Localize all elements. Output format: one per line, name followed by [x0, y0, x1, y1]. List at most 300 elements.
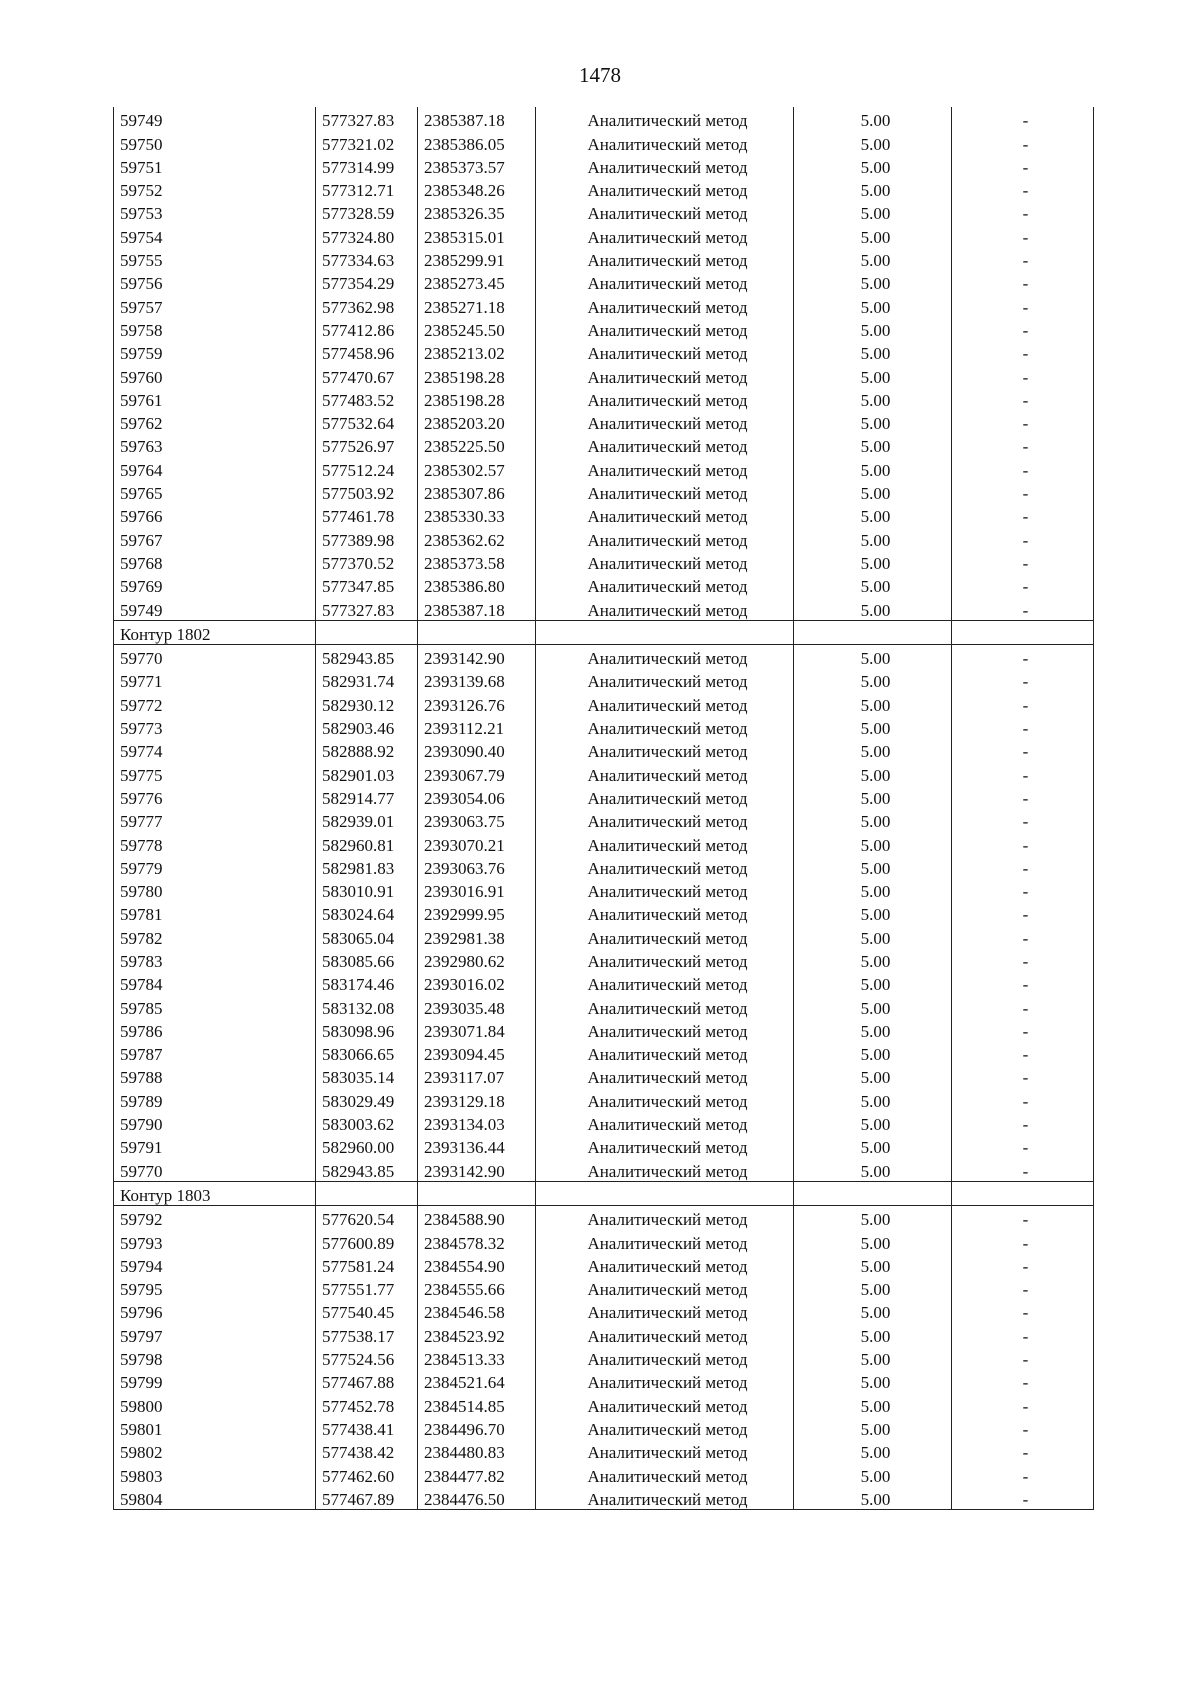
note-cell: -	[952, 1157, 1094, 1181]
y-coordinate-cell: 2385307.86	[418, 480, 536, 503]
accuracy-cell: 5.00	[794, 1299, 952, 1322]
point-number-cell: 59794	[114, 1253, 316, 1276]
note-cell: -	[952, 1041, 1094, 1064]
point-number-cell: 59782	[114, 924, 316, 947]
x-coordinate-cell: 577581.24	[316, 1253, 418, 1276]
y-coordinate-cell: 2384588.90	[418, 1205, 536, 1229]
method-cell: Аналитический метод	[536, 456, 794, 479]
y-coordinate-cell: 2393067.79	[418, 761, 536, 784]
x-coordinate-cell: 577458.96	[316, 340, 418, 363]
note-cell: -	[952, 948, 1094, 971]
table-row	[114, 1087, 1094, 1110]
method-cell: Аналитический метод	[536, 1299, 794, 1322]
method-cell: Аналитический метод	[536, 1486, 794, 1510]
y-coordinate-cell: 2393016.91	[418, 878, 536, 901]
table-row	[114, 223, 1094, 246]
note-cell: -	[952, 1111, 1094, 1134]
x-coordinate-cell: 577327.83	[316, 107, 418, 130]
accuracy-cell: 5.00	[794, 1111, 952, 1134]
accuracy-cell: 5.00	[794, 901, 952, 924]
table-row	[114, 785, 1094, 808]
accuracy-cell: 5.00	[794, 1205, 952, 1229]
y-coordinate-cell: 2384578.32	[418, 1229, 536, 1252]
y-coordinate-cell: 2385198.28	[418, 363, 536, 386]
method-cell: Аналитический метод	[536, 154, 794, 177]
y-coordinate-cell: 2393134.03	[418, 1111, 536, 1134]
method-cell: Аналитический метод	[536, 107, 794, 130]
y-coordinate-cell: 2392981.38	[418, 924, 536, 947]
method-cell: Аналитический метод	[536, 340, 794, 363]
point-number-cell: 59766	[114, 503, 316, 526]
accuracy-cell: 5.00	[794, 223, 952, 246]
table-row	[114, 808, 1094, 831]
point-number-cell: 59777	[114, 808, 316, 831]
method-cell: Аналитический метод	[536, 1205, 794, 1229]
table-row	[114, 971, 1094, 994]
note-cell: -	[952, 1064, 1094, 1087]
table-row	[114, 1416, 1094, 1439]
note-cell: -	[952, 644, 1094, 668]
method-cell: Аналитический метод	[536, 1041, 794, 1064]
note-cell: -	[952, 1018, 1094, 1041]
method-cell: Аналитический метод	[536, 223, 794, 246]
x-coordinate-cell: 583029.49	[316, 1087, 418, 1110]
note-cell: -	[952, 1134, 1094, 1157]
table-row	[114, 668, 1094, 691]
table-row	[114, 644, 1094, 668]
note-cell: -	[952, 130, 1094, 153]
accuracy-cell: 5.00	[794, 1322, 952, 1345]
point-number-cell: 59757	[114, 293, 316, 316]
x-coordinate-cell: 577334.63	[316, 247, 418, 270]
y-coordinate-cell: 2393054.06	[418, 785, 536, 808]
note-cell: -	[952, 785, 1094, 808]
method-cell: Аналитический метод	[536, 293, 794, 316]
y-coordinate-cell: 2384480.83	[418, 1439, 536, 1462]
note-cell: -	[952, 1276, 1094, 1299]
method-cell: Аналитический метод	[536, 668, 794, 691]
table-row	[114, 317, 1094, 340]
x-coordinate-cell: 582939.01	[316, 808, 418, 831]
y-coordinate-cell: 2385315.01	[418, 223, 536, 246]
y-coordinate-cell: 2384555.66	[418, 1276, 536, 1299]
x-coordinate-cell: 577461.78	[316, 503, 418, 526]
x-coordinate-cell: 577314.99	[316, 154, 418, 177]
accuracy-cell: 5.00	[794, 550, 952, 573]
y-coordinate-cell: 2393063.75	[418, 808, 536, 831]
x-coordinate-cell: 582981.83	[316, 855, 418, 878]
accuracy-cell: 5.00	[794, 878, 952, 901]
point-number-cell: 59779	[114, 855, 316, 878]
x-coordinate-cell: 577452.78	[316, 1392, 418, 1415]
table-row	[114, 738, 1094, 761]
method-cell: Аналитический метод	[536, 270, 794, 293]
accuracy-cell: 5.00	[794, 363, 952, 386]
note-cell: -	[952, 1087, 1094, 1110]
method-cell: Аналитический метод	[536, 1462, 794, 1485]
y-coordinate-cell: 2385373.57	[418, 154, 536, 177]
empty-cell	[418, 620, 536, 644]
x-coordinate-cell: 577362.98	[316, 293, 418, 316]
x-coordinate-cell: 577467.89	[316, 1486, 418, 1510]
accuracy-cell: 5.00	[794, 1157, 952, 1181]
point-number-cell: 59773	[114, 715, 316, 738]
point-number-cell: 59803	[114, 1462, 316, 1485]
accuracy-cell: 5.00	[794, 761, 952, 784]
accuracy-cell: 5.00	[794, 130, 952, 153]
table-row	[114, 363, 1094, 386]
accuracy-cell: 5.00	[794, 503, 952, 526]
table-row	[114, 1486, 1094, 1510]
x-coordinate-cell: 577327.83	[316, 596, 418, 620]
method-cell: Аналитический метод	[536, 387, 794, 410]
y-coordinate-cell: 2385203.20	[418, 410, 536, 433]
table-row	[114, 573, 1094, 596]
accuracy-cell: 5.00	[794, 1087, 952, 1110]
y-coordinate-cell: 2392980.62	[418, 948, 536, 971]
point-number-cell: 59790	[114, 1111, 316, 1134]
table-row	[114, 1322, 1094, 1345]
note-cell: -	[952, 1346, 1094, 1369]
x-coordinate-cell: 577438.41	[316, 1416, 418, 1439]
table-row	[114, 526, 1094, 549]
y-coordinate-cell: 2393129.18	[418, 1087, 536, 1110]
accuracy-cell: 5.00	[794, 1462, 952, 1485]
x-coordinate-cell: 583035.14	[316, 1064, 418, 1087]
empty-cell	[794, 620, 952, 644]
note-cell: -	[952, 808, 1094, 831]
x-coordinate-cell: 577526.97	[316, 433, 418, 456]
method-cell: Аналитический метод	[536, 503, 794, 526]
y-coordinate-cell: 2393094.45	[418, 1041, 536, 1064]
accuracy-cell: 5.00	[794, 247, 952, 270]
method-cell: Аналитический метод	[536, 410, 794, 433]
note-cell: -	[952, 107, 1094, 130]
table-row	[114, 503, 1094, 526]
method-cell: Аналитический метод	[536, 738, 794, 761]
note-cell: -	[952, 503, 1094, 526]
y-coordinate-cell: 2385245.50	[418, 317, 536, 340]
point-number-cell: 59756	[114, 270, 316, 293]
note-cell: -	[952, 387, 1094, 410]
note-cell: -	[952, 924, 1094, 947]
x-coordinate-cell: 577467.88	[316, 1369, 418, 1392]
accuracy-cell: 5.00	[794, 387, 952, 410]
method-cell: Аналитический метод	[536, 761, 794, 784]
y-coordinate-cell: 2384477.82	[418, 1462, 536, 1485]
y-coordinate-cell: 2393139.68	[418, 668, 536, 691]
y-coordinate-cell: 2384546.58	[418, 1299, 536, 1322]
accuracy-cell: 5.00	[794, 971, 952, 994]
table-row	[114, 1229, 1094, 1252]
table-row	[114, 596, 1094, 620]
table-row	[114, 831, 1094, 854]
accuracy-cell: 5.00	[794, 715, 952, 738]
x-coordinate-cell: 577540.45	[316, 1299, 418, 1322]
note-cell: -	[952, 480, 1094, 503]
table-row	[114, 761, 1094, 784]
point-number-cell: 59791	[114, 1134, 316, 1157]
table-row	[114, 480, 1094, 503]
point-number-cell: 59761	[114, 387, 316, 410]
x-coordinate-cell: 577412.86	[316, 317, 418, 340]
point-number-cell: 59755	[114, 247, 316, 270]
table-row	[114, 855, 1094, 878]
y-coordinate-cell: 2385213.02	[418, 340, 536, 363]
table-row	[114, 270, 1094, 293]
y-coordinate-cell: 2384554.90	[418, 1253, 536, 1276]
method-cell: Аналитический метод	[536, 480, 794, 503]
method-cell: Аналитический метод	[536, 808, 794, 831]
point-number-cell: 59770	[114, 1157, 316, 1181]
y-coordinate-cell: 2384521.64	[418, 1369, 536, 1392]
x-coordinate-cell: 583132.08	[316, 994, 418, 1017]
note-cell: -	[952, 1229, 1094, 1252]
note-cell: -	[952, 1253, 1094, 1276]
y-coordinate-cell: 2384476.50	[418, 1486, 536, 1510]
point-number-cell: 59771	[114, 668, 316, 691]
x-coordinate-cell: 582960.81	[316, 831, 418, 854]
y-coordinate-cell: 2393126.76	[418, 691, 536, 714]
point-number-cell: 59802	[114, 1439, 316, 1462]
y-coordinate-cell: 2385302.57	[418, 456, 536, 479]
accuracy-cell: 5.00	[794, 1253, 952, 1276]
method-cell: Аналитический метод	[536, 644, 794, 668]
x-coordinate-cell: 583085.66	[316, 948, 418, 971]
table-row	[114, 948, 1094, 971]
method-cell: Аналитический метод	[536, 1064, 794, 1087]
note-cell: -	[952, 1299, 1094, 1322]
y-coordinate-cell: 2385326.35	[418, 200, 536, 223]
point-number-cell: 59768	[114, 550, 316, 573]
x-coordinate-cell: 583003.62	[316, 1111, 418, 1134]
accuracy-cell: 5.00	[794, 1369, 952, 1392]
accuracy-cell: 5.00	[794, 596, 952, 620]
accuracy-cell: 5.00	[794, 1276, 952, 1299]
y-coordinate-cell: 2385348.26	[418, 177, 536, 200]
point-number-cell: 59764	[114, 456, 316, 479]
x-coordinate-cell: 577538.17	[316, 1322, 418, 1345]
point-number-cell: 59759	[114, 340, 316, 363]
y-coordinate-cell: 2384513.33	[418, 1346, 536, 1369]
point-number-cell: 59789	[114, 1087, 316, 1110]
table-row	[114, 1299, 1094, 1322]
method-cell: Аналитический метод	[536, 1134, 794, 1157]
note-cell: -	[952, 247, 1094, 270]
note-cell: -	[952, 526, 1094, 549]
point-number-cell: 59752	[114, 177, 316, 200]
y-coordinate-cell: 2384496.70	[418, 1416, 536, 1439]
x-coordinate-cell: 577389.98	[316, 526, 418, 549]
note-cell: -	[952, 200, 1094, 223]
empty-cell	[952, 620, 1094, 644]
note-cell: -	[952, 340, 1094, 363]
table-row	[114, 433, 1094, 456]
method-cell: Аналитический метод	[536, 785, 794, 808]
table-row	[114, 1134, 1094, 1157]
accuracy-cell: 5.00	[794, 738, 952, 761]
point-number-cell: 59784	[114, 971, 316, 994]
x-coordinate-cell: 582888.92	[316, 738, 418, 761]
x-coordinate-cell: 577524.56	[316, 1346, 418, 1369]
method-cell: Аналитический метод	[536, 948, 794, 971]
table-row	[114, 1369, 1094, 1392]
table-row	[114, 1346, 1094, 1369]
accuracy-cell: 5.00	[794, 154, 952, 177]
x-coordinate-cell: 583066.65	[316, 1041, 418, 1064]
method-cell: Аналитический метод	[536, 573, 794, 596]
y-coordinate-cell: 2385386.80	[418, 573, 536, 596]
method-cell: Аналитический метод	[536, 1018, 794, 1041]
table-row	[114, 1253, 1094, 1276]
method-cell: Аналитический метод	[536, 971, 794, 994]
accuracy-cell: 5.00	[794, 480, 952, 503]
x-coordinate-cell: 577620.54	[316, 1205, 418, 1229]
note-cell: -	[952, 573, 1094, 596]
accuracy-cell: 5.00	[794, 1229, 952, 1252]
accuracy-cell: 5.00	[794, 1134, 952, 1157]
method-cell: Аналитический метод	[536, 1111, 794, 1134]
note-cell: -	[952, 761, 1094, 784]
x-coordinate-cell: 577324.80	[316, 223, 418, 246]
x-coordinate-cell: 577354.29	[316, 270, 418, 293]
accuracy-cell: 5.00	[794, 948, 952, 971]
contour-label: Контур 1803	[114, 1181, 316, 1205]
method-cell: Аналитический метод	[536, 200, 794, 223]
note-cell: -	[952, 715, 1094, 738]
y-coordinate-cell: 2393090.40	[418, 738, 536, 761]
table-row	[114, 1111, 1094, 1134]
y-coordinate-cell: 2385271.18	[418, 293, 536, 316]
note-cell: -	[952, 1205, 1094, 1229]
y-coordinate-cell: 2393136.44	[418, 1134, 536, 1157]
y-coordinate-cell: 2385225.50	[418, 433, 536, 456]
accuracy-cell: 5.00	[794, 644, 952, 668]
method-cell: Аналитический метод	[536, 901, 794, 924]
y-coordinate-cell: 2393142.90	[418, 644, 536, 668]
table-row	[114, 994, 1094, 1017]
method-cell: Аналитический метод	[536, 130, 794, 153]
table-row	[114, 247, 1094, 270]
point-number-cell: 59778	[114, 831, 316, 854]
y-coordinate-cell: 2393035.48	[418, 994, 536, 1017]
method-cell: Аналитический метод	[536, 1369, 794, 1392]
note-cell: -	[952, 363, 1094, 386]
point-number-cell: 59750	[114, 130, 316, 153]
method-cell: Аналитический метод	[536, 1322, 794, 1345]
y-coordinate-cell: 2385387.18	[418, 107, 536, 130]
accuracy-cell: 5.00	[794, 1439, 952, 1462]
point-number-cell: 59754	[114, 223, 316, 246]
point-number-cell: 59769	[114, 573, 316, 596]
coordinates-table	[113, 107, 1094, 1510]
contour-header-row	[114, 620, 1094, 644]
point-number-cell: 59798	[114, 1346, 316, 1369]
method-cell: Аналитический метод	[536, 526, 794, 549]
accuracy-cell: 5.00	[794, 200, 952, 223]
method-cell: Аналитический метод	[536, 550, 794, 573]
accuracy-cell: 5.00	[794, 785, 952, 808]
note-cell: -	[952, 971, 1094, 994]
table-row	[114, 1392, 1094, 1415]
table-row	[114, 1041, 1094, 1064]
accuracy-cell: 5.00	[794, 293, 952, 316]
point-number-cell: 59775	[114, 761, 316, 784]
table-row	[114, 715, 1094, 738]
empty-cell	[316, 620, 418, 644]
y-coordinate-cell: 2385299.91	[418, 247, 536, 270]
x-coordinate-cell: 582943.85	[316, 1157, 418, 1181]
x-coordinate-cell: 583024.64	[316, 901, 418, 924]
point-number-cell: 59765	[114, 480, 316, 503]
y-coordinate-cell: 2385273.45	[418, 270, 536, 293]
point-number-cell: 59800	[114, 1392, 316, 1415]
table-row	[114, 340, 1094, 363]
method-cell: Аналитический метод	[536, 1439, 794, 1462]
accuracy-cell: 5.00	[794, 1041, 952, 1064]
accuracy-cell: 5.00	[794, 456, 952, 479]
point-number-cell: 59763	[114, 433, 316, 456]
y-coordinate-cell: 2393117.07	[418, 1064, 536, 1087]
note-cell: -	[952, 596, 1094, 620]
x-coordinate-cell: 582903.46	[316, 715, 418, 738]
accuracy-cell: 5.00	[794, 107, 952, 130]
x-coordinate-cell: 577328.59	[316, 200, 418, 223]
note-cell: -	[952, 668, 1094, 691]
point-number-cell: 59776	[114, 785, 316, 808]
point-number-cell: 59749	[114, 596, 316, 620]
point-number-cell: 59788	[114, 1064, 316, 1087]
point-number-cell: 59780	[114, 878, 316, 901]
contour-header-row	[114, 1181, 1094, 1205]
y-coordinate-cell: 2385330.33	[418, 503, 536, 526]
note-cell: -	[952, 317, 1094, 340]
method-cell: Аналитический метод	[536, 855, 794, 878]
y-coordinate-cell: 2393063.76	[418, 855, 536, 878]
accuracy-cell: 5.00	[794, 691, 952, 714]
method-cell: Аналитический метод	[536, 715, 794, 738]
contour-label: Контур 1802	[114, 620, 316, 644]
x-coordinate-cell: 582931.74	[316, 668, 418, 691]
note-cell: -	[952, 223, 1094, 246]
page-number: 1478	[579, 63, 621, 87]
method-cell: Аналитический метод	[536, 831, 794, 854]
note-cell: -	[952, 433, 1094, 456]
table-row	[114, 691, 1094, 714]
method-cell: Аналитический метод	[536, 924, 794, 947]
y-coordinate-cell: 2393071.84	[418, 1018, 536, 1041]
accuracy-cell: 5.00	[794, 270, 952, 293]
method-cell: Аналитический метод	[536, 596, 794, 620]
point-number-cell: 59781	[114, 901, 316, 924]
table-row	[114, 550, 1094, 573]
x-coordinate-cell: 583065.04	[316, 924, 418, 947]
point-number-cell: 59772	[114, 691, 316, 714]
method-cell: Аналитический метод	[536, 1392, 794, 1415]
point-number-cell: 59801	[114, 1416, 316, 1439]
y-coordinate-cell: 2393016.02	[418, 971, 536, 994]
x-coordinate-cell: 583010.91	[316, 878, 418, 901]
y-coordinate-cell: 2385387.18	[418, 596, 536, 620]
x-coordinate-cell: 577370.52	[316, 550, 418, 573]
point-number-cell: 59783	[114, 948, 316, 971]
table-row	[114, 107, 1094, 130]
note-cell: -	[952, 456, 1094, 479]
point-number-cell: 59787	[114, 1041, 316, 1064]
y-coordinate-cell: 2393142.90	[418, 1157, 536, 1181]
method-cell: Аналитический метод	[536, 691, 794, 714]
method-cell: Аналитический метод	[536, 1087, 794, 1110]
